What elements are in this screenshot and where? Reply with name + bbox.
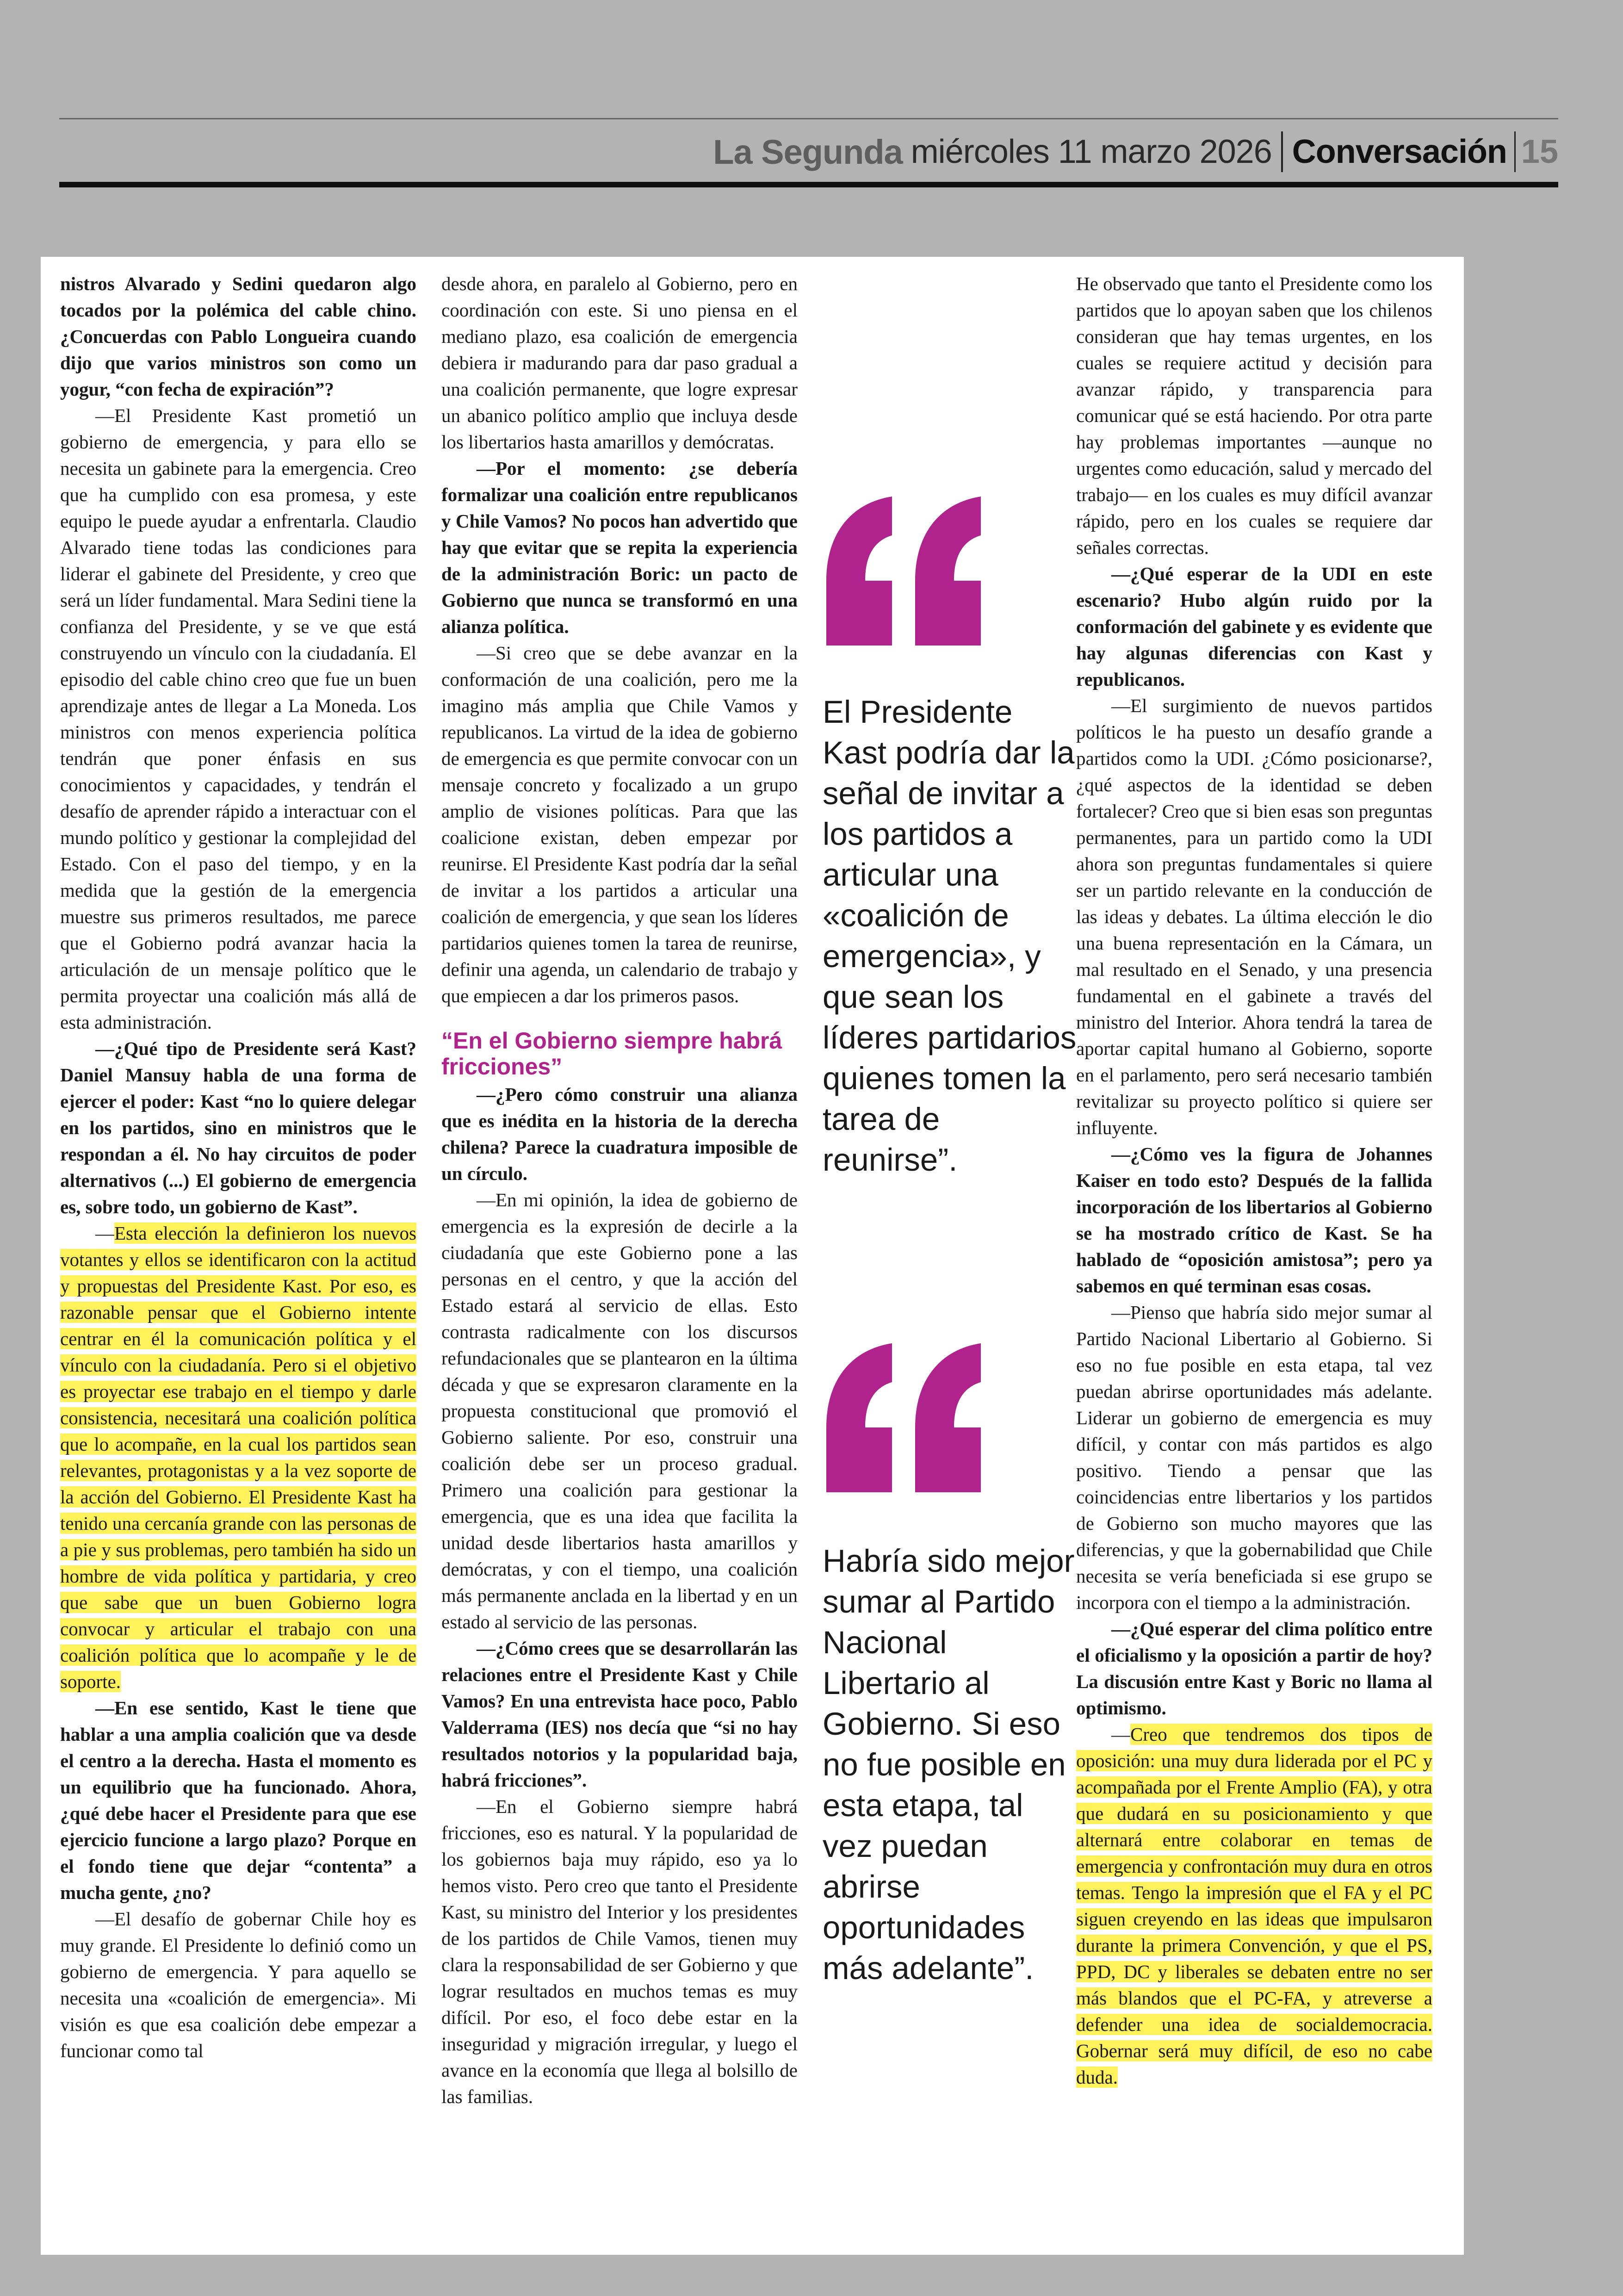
interview-answer: —El surgimiento de nuevos partidos políticos le ha puesto un desafío grande a partidos como la UDI. ¿Cómo posicionarse?, ¿qué aspectos de la identidad se deben fortalecer? Creo que si bien esas son preguntas permanentes, para un partido como la UDI ahora son preguntas fundamentales si quiere ser un partido relevante en la conducción de las ideas y debates. La última elección le dio una buena representación en la Cámara, un mal resultado en el Senado, y una presencia fundamental en el gabinete a través del ministro del Interior. Ahora tendrá la tarea de aportar capital humano al Gobierno, soporte en el parlamento, pero será necesario también revitalizar su proyecto político si quiere ser influyente. <box>1076 695 1432 1138</box>
interview-answer: —El Presidente Kast prometió un gobierno de emergencia, y para ello se necesita un gabinete para la emergencia. Creo que ha cumplido con esa promesa, y este equipo le puede ayudar a enfrentarla. Claudio Alvarado tiene todas las condiciones para liderar el gabinete del Presidente, y creo que será un líder fundamental. Mara Sedini tiene la confianza del Presidente, y se ve que está construyendo un vínculo con la ciudadanía. El episodio del cable chino creo que fue un buen aprendizaje antes de llegar a La Moneda. Los ministros con menos experiencia política tendrán que poner énfasis en sus conocimientos y capacidades, y tendrán el desafío de aprender rápido a interactuar con el mundo político y gestionar la complejidad del Estado. Con el paso del tiempo, y en la medida que la gestión de la emergencia muestre sus primeros resultados, me parece que el Gobierno podrá avanzar hacia la articulación de un mensaje político que le permita proyectar una coalición más allá de esta administración. <box>60 405 416 1033</box>
article-column-4 <box>1076 271 1432 2091</box>
answer-dash: — <box>95 1222 114 1244</box>
interview-answer <box>1076 1721 1432 2091</box>
interview-question: —En ese sentido, Kast le tiene que hablar a una amplia coalición que va desde el centro a la derecha. Hasta el momento es un equilibrio que ha funcionado. Ahora, ¿qué debe hacer el Presidente para que ese ejercicio funcione a largo plazo? Porque en el fondo tiene que dejar “contenta” a mucha gente, ¿no? <box>60 1697 416 1903</box>
page-number: 15 <box>1521 133 1558 170</box>
interview-question: —¿Qué tipo de Presidente será Kast? Daniel Mansuy habla de una forma de ejercer el poder: Kast “no lo quiere delegar en los partidos, sino en ministros que le respondan a él. No hay circuitos de poder alternativos (...) El gobierno de emergencia es, sobre todo, un gobierno de Kast”. <box>60 1038 416 1217</box>
article-sheet <box>41 257 1464 2255</box>
interview-answer: —El desafío de gobernar Chile hoy es muy grande. El Presidente lo definió como un gobierno de emergencia. Y para aquello se necesita una «coalición de emergencia». Mi visión es que esa coalición debe empezar a funcionar como tal <box>60 1908 416 2061</box>
interview-answer: He observado que tanto el Presidente como los partidos que lo apoyan saben que los chilenos consideran que hay temas urgentes, en los cuales se requiere actitud y decisión para avanzar rápido, y transparencia para comunicar qué se está haciendo. Por otra parte hay problemas importantes —aunque no urgentes como educación, salud y mercado del trabajo— en los cuales es muy difícil avanzar rápido, pero en los cuales se requiere dar señales correctas. <box>1076 273 1432 558</box>
quote-mark-icon <box>823 493 989 650</box>
issue-date: miércoles 11 marzo 2026 <box>911 133 1272 170</box>
interview-question: —¿Cómo crees que se desarrollarán las relaciones entre el Presidente Kast y Chile Vamos? En una entrevista hace poco, Pablo Valderrama (IES) nos decía que “si no hay resultados notorios y la popularidad baja, habrá fricciones”. <box>441 1638 798 1791</box>
highlighted-text: Creo que tendremos dos tipos de oposición: una muy dura liderada por el PC y acompañada por el Frente Amplio (FA), y otra que dudará en su posicionamiento y que alternará entre colaborar en temas de emergencia y confrontación muy dura en otros temas. Tengo la impresión que el FA y el PC siguen creyendo en las ideas que impulsaron durante la primera Convención, y que el PS, PPD, DC y liberales se debaten entre no ser más blandos que el PC-FA, y atreverse a defender una idea de socialdemocracia. Gobernar será muy difícil, de eso no cabe duda. <box>1076 1724 1432 2088</box>
page-header <box>59 118 1558 187</box>
quote-mark-icon <box>823 1340 989 1497</box>
pull-quote-1: El Presidente Kast podría dar la señal de invitar a los partidos a articular una «coalición de emergencia», y que sean los líderes partidarios quienes tomen la tarea de reunirse”. <box>823 694 1077 1178</box>
interview-answer: —Pienso que habría sido mejor sumar al Partido Nacional Libertario al Gobierno. Si eso no fue posible en esta etapa, tal vez puedan abrirse oportunidades más adelante. Liderar un gobierno de emergencia es muy difícil, y contar con más partidos es algo positivo. Tiendo a pensar que las coincidencias entre libertarios y los partidos de Gobierno son mucho mayores que las diferencias, y que la gobernabilidad que Chile necesita se vería beneficiada si ese grupo se incorpora con el tiempo a la administración. <box>1076 1302 1432 1613</box>
interview-question: —¿Qué esperar del clima político entre el oficialismo y la oposición a partir de hoy? La discusión entre Kast y Boric no llama al optimismo. <box>1076 1618 1432 1719</box>
header-row <box>713 126 1558 177</box>
interview-question: nistros Alvarado y Sedini quedaron algo tocados por la polémica del cable chino. ¿Concuerdas con Pablo Longueira cuando dijo que varios ministros son como un yogur, “con fecha de expiración”? <box>60 273 416 400</box>
newspaper-name: La Segunda <box>713 132 903 171</box>
interview-answer: —En mi opinión, la idea de gobierno de emergencia es la expresión de decirle a la ciudadanía que este Gobierno pone a las personas en el centro, y que la acción del Estado estará al servicio de ellas. Esto contrasta radicalmente con los discursos refundacionales que se plantearon en la última década y que se expresaron claramente en la propuesta constitucional que promovió el Gobierno saliente. Por eso, construir una coalición debe ser un proceso gradual. Primero una coalición para gestionar la emergencia, que es una idea que facilita la unidad desde libertarios hasta amarillos y demócratas, y con el tiempo, una coalición más permanente anclada en la libertad y en un estado al servicio de las personas. <box>441 1189 798 1632</box>
interview-question: —¿Cómo ves la figura de Johannes Kaiser en todo esto? Después de la fallida incorporación de los libertarios al Gobierno se ha mostrado crítico de Kast. Se ha hablado de “oposición amistosa”; pero ya sabemos en qué terminan esas cosas. <box>1076 1143 1432 1297</box>
header-top-rule <box>59 118 1558 119</box>
header-divider <box>1281 131 1283 172</box>
interview-answer: —Si creo que se debe avanzar en la conformación de una coalición, pero me la imagino más amplia que Chile Vamos y republicanos. La virtud de la idea de gobierno de emergencia es que permite convocar con un mensaje concreto y focalizado a un grupo amplio de visiones políticas. Para que las coalicione existan, deben empezar por reunirse. El Presidente Kast podría dar la señal de invitar a los partidos a articular una coalición de emergencia, y que sean los líderes partidarios quienes tomen la tarea de reunirse, definir una agenda, un calendario de trabajo y que empiecen a dar los primeros pasos. <box>441 642 798 1006</box>
subheading: “En el Gobierno siempre habrá fricciones” <box>441 1028 782 1080</box>
header-divider <box>1514 131 1516 172</box>
section-name: Conversación <box>1292 133 1507 170</box>
header-bottom-rule <box>59 182 1558 187</box>
article-column-2 <box>441 271 798 2110</box>
answer-dash: — <box>1111 1724 1130 1745</box>
interview-answer <box>60 1220 416 1695</box>
interview-question: —¿Qué esperar de la UDI en este escenario? Hubo algún ruido por la conformación del gabinete y es evidente que hay algunas diferencias con Kast y republicanos. <box>1076 563 1432 690</box>
interview-answer: desde ahora, en paralelo al Gobierno, pero en coordinación con este. Si uno piensa en el mediano plazo, esa coalición de emergencia debiera ir madurando para dar paso gradual a una coalición permanente, que logre expresar un abanico político amplio que incluya desde los libertarios hasta amarillos y demócratas. <box>441 273 798 453</box>
article-column-1 <box>60 271 416 2064</box>
highlighted-text: Esta elección la definieron los nuevos votantes y ellos se identificaron con la actitud y propuestas del Presidente Kast. Por eso, es razonable pensar que el Gobierno intente centrar en él la comunicación política y el vínculo con la ciudadanía. Pero si el objetivo es proyectar ese trabajo en el tiempo y darle consistencia, necesitará una coalición política que lo acompañe, en la cual los partidos sean relevantes, protagonistas y a la vez soporte de la acción del Gobierno. El Presidente Kast ha tenido una cercanía grande con las personas de a pie y sus problemas, pero también ha sido un hombre de vida política y partidaria, y creo que sabe que un buen Gobierno logra convocar y articular el trabajo con una coalición política que lo acompañe y le de soporte. <box>60 1222 416 1692</box>
interview-question: —Por el momento: ¿se debería formalizar una coalición entre republicanos y Chile Vamos? No pocos han advertido que hay que evitar que se repita la experiencia de la administración Boric: un pacto de Gobierno que nunca se transformó en una alianza política. <box>441 458 798 637</box>
interview-question: —¿Pero cómo construir una alianza que es inédita en la historia de la derecha chilena? Parece la cuadratura imposible de un círculo. <box>441 1084 798 1184</box>
pull-quote-2: Habría sido mejor sumar al Partido Nacional Libertario al Gobierno. Si eso no fue posible en esta etapa, tal vez puedan abrirse oportunidades más adelante”. <box>823 1543 1075 1986</box>
interview-answer: —En el Gobierno siempre habrá fricciones, eso es natural. Y la popularidad de los gobiernos baja muy rápido, eso ya lo hemos visto. Pero creo que tanto el Presidente Kast, su ministro del Interior y los presidentes de los partidos de Chile Vamos, tienen muy clara la responsabilidad de ser Gobierno y que lograr resultados en muchos temas es muy difícil. Por eso, el foco debe estar en la inseguridad y migración irregular, y luego el avance en la economía que llega al bolsillo de las familias. <box>441 1796 798 2107</box>
